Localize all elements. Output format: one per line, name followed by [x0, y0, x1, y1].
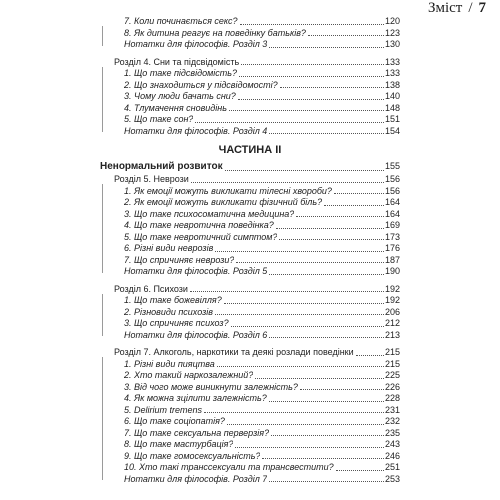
toc-entry-page: 226 — [384, 381, 400, 392]
toc-entry-title: 1. Різні види пияцтва — [124, 358, 215, 369]
leader-dots — [204, 412, 384, 413]
toc-major-page: 155 — [384, 161, 400, 171]
toc-entry-page: 190 — [384, 266, 400, 276]
toc-subentry[interactable] — [100, 451, 400, 463]
leader-dots — [225, 170, 384, 171]
toc-chapter-entry[interactable] — [100, 57, 400, 69]
toc-chapter-entry[interactable] — [100, 174, 400, 186]
leader-dots — [215, 314, 384, 315]
toc-entry-title: 2. Хто такий наркозалежний? — [124, 370, 254, 380]
leader-dots — [240, 24, 384, 25]
leader-dots — [191, 182, 384, 183]
toc-subentry[interactable] — [100, 462, 400, 474]
table-of-contents — [100, 16, 400, 485]
leader-dots — [276, 228, 384, 229]
toc-entry-title: 1. Як емоції можуть викликати тілесні хвороби? — [124, 185, 332, 196]
toc-subentry[interactable] — [100, 382, 400, 394]
toc-subentry[interactable] — [100, 370, 400, 382]
toc-chapter-block — [100, 284, 400, 342]
toc-entry-title: 4. Що таке невротична поведінка? — [124, 220, 274, 230]
toc-subentry[interactable] — [100, 255, 400, 267]
toc-subentry[interactable] — [100, 232, 400, 244]
toc-entry-title: 2. Як емоції можуть викликати фізичний біль? — [124, 197, 323, 207]
toc-entry-page: 176 — [384, 243, 400, 253]
toc-entry-title: 1. Що таке божевілля? — [124, 295, 222, 305]
toc-subentry[interactable] — [100, 330, 400, 342]
toc-entry-page: 156 — [384, 174, 400, 184]
toc-subentry[interactable] — [100, 126, 400, 138]
toc-subentry[interactable] — [100, 307, 400, 319]
toc-entry-title: Розділ 4. Сни та підсвідомість — [114, 56, 240, 67]
toc-subentry[interactable] — [100, 405, 400, 417]
toc-subentry[interactable] — [100, 243, 400, 255]
toc-entry-page: 173 — [384, 231, 400, 242]
toc-subentry[interactable] — [100, 474, 400, 486]
toc-chapter-block — [100, 174, 400, 278]
toc-entry-title: 5. Що таке невротичний симптом? — [124, 231, 278, 242]
toc-entry-page: 133 — [384, 68, 400, 78]
leader-dots — [324, 205, 384, 206]
leader-dots — [269, 47, 384, 48]
leader-dots — [224, 303, 384, 304]
toc-entry-title: 2. Що знаходиться у підсвідомості? — [124, 79, 278, 90]
toc-entry-page: 225 — [384, 370, 400, 380]
toc-subentry[interactable] — [100, 16, 400, 28]
toc-entry-title: 7. Коли починається секс? — [124, 16, 238, 26]
leader-dots — [296, 216, 384, 217]
toc-subentry[interactable] — [100, 428, 400, 440]
toc-entry-title: Нотатки для філософів. Розділ 5 — [124, 266, 268, 276]
toc-section-part2 — [100, 174, 400, 485]
toc-section-part1 — [100, 16, 400, 137]
leader-dots — [195, 122, 384, 123]
toc-entry-page: 187 — [384, 254, 400, 265]
part-heading: ЧАСТИНА II — [218, 144, 282, 156]
toc-entry-page: 192 — [384, 283, 400, 294]
leader-dots — [227, 424, 384, 425]
toc-subentry[interactable] — [100, 266, 400, 278]
toc-entry-page: 140 — [384, 91, 400, 101]
leader-dots — [229, 110, 384, 111]
toc-entry-page: 192 — [384, 295, 400, 305]
leader-dots — [334, 193, 384, 194]
leader-dots — [239, 76, 384, 77]
header-separator: / — [468, 0, 473, 16]
leader-dots — [269, 401, 384, 402]
toc-entry-page: 231 — [384, 404, 400, 415]
toc-entry-title: 1. Що таке підсвідомість? — [124, 68, 237, 78]
toc-subentry[interactable] — [100, 28, 400, 40]
toc-entry-page: 213 — [384, 329, 400, 340]
toc-subentry[interactable] — [100, 103, 400, 115]
toc-entry-page: 251 — [384, 462, 400, 472]
toc-entry-page: 120 — [384, 16, 400, 26]
leader-dots — [269, 133, 384, 134]
leader-dots — [279, 239, 383, 240]
toc-subentry[interactable] — [100, 68, 400, 80]
leader-dots — [280, 87, 384, 88]
toc-entry-title: 3. Що таке психосоматична медицина? — [124, 208, 295, 219]
toc-entry-page: 154 — [384, 125, 400, 136]
toc-entry-title: Розділ 6. Психози — [114, 283, 188, 294]
toc-chapter-entry[interactable] — [100, 347, 400, 359]
leader-dots — [236, 262, 384, 263]
toc-entry-title: Нотатки для філософів. Розділ 4 — [124, 125, 268, 136]
toc-entry-page: 148 — [384, 102, 400, 113]
toc-entry-title: 6. Що таке соціопатія? — [124, 416, 225, 426]
leader-dots — [269, 274, 384, 275]
leader-dots — [217, 366, 384, 367]
toc-entry-page: 133 — [384, 56, 400, 67]
toc-entry-page: 212 — [384, 318, 400, 328]
toc-subentry[interactable] — [100, 197, 400, 209]
toc-subentry[interactable] — [100, 318, 400, 330]
toc-entry-page: 232 — [384, 416, 400, 426]
toc-subentry[interactable] — [100, 39, 400, 51]
leader-dots — [235, 447, 383, 448]
leader-dots — [215, 251, 384, 252]
toc-entry-title: 9. Що таке гомосексуальність? — [124, 450, 261, 461]
toc-entry-page: 243 — [384, 439, 400, 449]
leader-dots — [190, 291, 384, 292]
leader-dots — [269, 481, 384, 482]
toc-entry-title: Нотатки для філософів. Розділ 7 — [124, 473, 268, 484]
toc-subentry[interactable] — [100, 91, 400, 103]
toc-entry-page: 156 — [384, 185, 400, 196]
toc-entry-page: 164 — [384, 208, 400, 219]
toc-chapter-entry[interactable] — [100, 284, 400, 296]
leader-dots — [308, 35, 384, 36]
toc-subentry[interactable] — [100, 114, 400, 126]
leader-dots — [238, 99, 384, 100]
toc-entry-title: 6. Різні види неврозів — [124, 243, 214, 253]
toc-entry-title: 7. Що таке сексуальна перверзія? — [124, 427, 270, 438]
leader-dots — [255, 378, 384, 379]
toc-chapter-block — [100, 16, 400, 51]
leader-dots — [300, 389, 384, 390]
toc-entry-title: 4. Тлумачення сновидінь — [124, 102, 227, 113]
toc-entry-title: 3. Що спричиняє психоз? — [124, 318, 229, 328]
toc-entry-page: 169 — [384, 220, 400, 230]
leader-dots — [269, 337, 384, 338]
toc-subentry[interactable] — [100, 416, 400, 428]
toc-subentry[interactable] — [100, 439, 400, 451]
toc-chapter-block — [100, 347, 400, 485]
toc-entry-title: 10. Хто такі транссексуали та трансвестити? — [124, 462, 334, 472]
toc-entry-page: 215 — [384, 347, 400, 357]
toc-major-title: Ненормальний розвиток — [100, 161, 223, 172]
toc-entry-page: 138 — [384, 79, 400, 90]
toc-entry-title: 5. Delirium tremens — [124, 404, 203, 415]
leader-dots — [241, 64, 384, 65]
toc-entry-page: 151 — [384, 114, 400, 124]
toc-entry-title: 7. Що спричиняє неврози? — [124, 254, 235, 265]
toc-entry-page: 246 — [384, 450, 400, 461]
toc-subentry[interactable] — [100, 393, 400, 405]
toc-entry-title: 2. Різновиди психозів — [124, 306, 213, 317]
leader-dots — [262, 458, 384, 459]
toc-subentry[interactable] — [100, 295, 400, 307]
leader-dots — [336, 470, 384, 471]
toc-chapter-block — [100, 57, 400, 138]
toc-entry-page: 206 — [384, 306, 400, 317]
toc-entry-title: 3. Чому люди бачать сни? — [124, 91, 236, 101]
toc-entry-page: 215 — [384, 358, 400, 369]
toc-subentry[interactable] — [100, 80, 400, 92]
toc-subentry[interactable] — [100, 209, 400, 221]
toc-entry-title: Розділ 5. Неврози — [114, 174, 189, 184]
leader-dots — [356, 355, 384, 356]
page-header — [428, 0, 486, 16]
toc-major-entry[interactable] — [100, 159, 400, 174]
toc-entry-title: 8. Як дитина реагує на поведінку батьків? — [124, 27, 306, 38]
leader-dots — [231, 326, 384, 327]
toc-entry-title: Нотатки для філософів. Розділ 3 — [124, 39, 268, 49]
toc-entry-page: 130 — [384, 39, 400, 49]
header-page-number: 7 — [478, 0, 486, 16]
toc-entry-title: Нотатки для філософів. Розділ 6 — [124, 329, 268, 340]
toc-entry-title: 8. Що таке мастурбація? — [124, 439, 234, 449]
header-title: Зміст — [427, 0, 463, 16]
toc-entry-title: 5. Що таке сон? — [124, 114, 194, 124]
toc-entry-title: 3. Від чого може виникнути залежність? — [124, 381, 298, 392]
toc-subentry[interactable] — [100, 186, 400, 198]
toc-subentry[interactable] — [100, 359, 400, 371]
toc-entry-title: Розділ 7. Алкоголь, наркотики та деякі розлади поведінки — [114, 347, 354, 357]
toc-entry-page: 253 — [384, 473, 400, 484]
leader-dots — [271, 435, 384, 436]
toc-entry-title: 4. Як можна зцілити залежність? — [124, 393, 267, 403]
toc-entry-page: 164 — [384, 197, 400, 207]
toc-entry-page: 228 — [384, 393, 400, 403]
toc-entry-page: 235 — [384, 427, 400, 438]
toc-subentry[interactable] — [100, 220, 400, 232]
toc-entry-page: 123 — [384, 27, 400, 38]
